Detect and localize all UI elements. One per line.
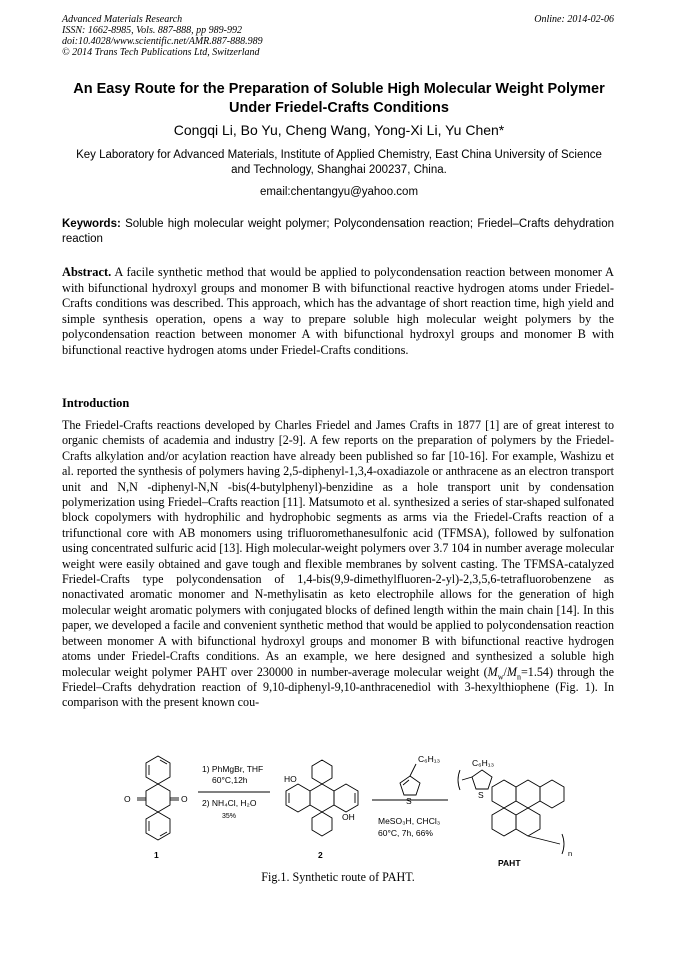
journal-name: Advanced Materials Research	[62, 14, 183, 25]
contact-email: email:chentangyu@yahoo.com	[259, 186, 419, 198]
hexylthiophene-structure	[400, 764, 420, 795]
atom-hydroxy-right: OH	[342, 812, 355, 822]
figure-caption: Fig.1. Synthetic route of PAHT.	[261, 870, 415, 884]
abstract-label: Abstract.	[62, 265, 112, 279]
polymer-sulfur: S	[478, 790, 484, 800]
step1-conditions: 60°C,12h	[212, 775, 248, 785]
keywords-text: Soluble high molecular weight polymer; Polycondensation reaction; Friedel–Crafts dehydration reaction	[62, 218, 614, 245]
introduction-paragraph	[62, 418, 614, 711]
journal-issn: ISSN: 1662-8985, Vols. 887-888, pp 989-992	[62, 25, 242, 36]
atom-oxygen-right: O	[181, 794, 188, 804]
mw-subscript: w	[497, 671, 504, 681]
polymer-substituent: C₆H₁₃	[472, 758, 495, 768]
intro-text-part2: =1.54) through the Friedel–Crafts dehydration reaction of 9,10-diphenyl-9,10-anthracenediol with 3-hexylthiophene (Fig. 1). In comparison with the present known cou-	[62, 664, 614, 710]
abstract-block	[62, 265, 614, 358]
abstract-text: A facile synthetic method that would be applied to polycondensation reaction between monomer A with bifunctional hydroxyl groups and monomer B with bifunctional reactive hydrogen atoms under Friedel-Crafts conditions was described. This approach, which has the advantage of short reaction time, high yield and simple synthesis operation, opens a way to prepare soluble high molecular weight polymers by the polycondensation reaction between monomer A with bifunctional hydroxyl groups and monomer B with bifunctional reactive hydrogen atoms under Friedel-Crafts conditions.	[62, 265, 614, 357]
anthraquinone-structure	[137, 756, 179, 840]
compound-label-2: 2	[318, 850, 323, 860]
keywords-label: Keywords:	[62, 218, 121, 230]
synthetic-route-scheme	[110, 752, 580, 870]
section-heading-introduction: Introduction	[62, 396, 130, 410]
journal-header	[62, 14, 614, 58]
intro-text-part1: The Friedel-Crafts reactions developed by Charles Friedel and James Crafts in 1877 [1] are of great interest to organic chemists of academia and industry [2-9]. A few reports on the preparation of polymers by the Friedel-Crafts alkylation and/or acylation reaction have already been published so far [10-16]. For example, Washizu et al. reported the synthesis of polymers having 2,5-diphenyl-1,3,4-oxadiazole or anthracene as an electron transport unit and N,N -diphenyl-N,N -bis(4-butylphenyl)-benzidine as a hole transport unit by condensation polymerization using Friedel–Crafts reaction [11]. Matsumoto et al. synthesized a series of star-shaped sulfonated block copolymers with hydrophilic and hydrophobic segments as arms via the Friedel-Crafts reaction of a trifunctional core with AB monomers using trifluoromethanesulfonic acid (TFMSA), followed by sulfonation using concentrated sulfuric acid [13]. High molecular-weight polymers over 3.7 104 in number average molecular weight were easily obtained and gave tough and flexible membranes by solvent casting. The TFMSA-catalyzed Friedel-Crafts type polycondensation of 1,4-bis(9,9-dimethylfluoren-2-yl)-2,3,5,6-tetrafluorobenzene as nonactivated aromatic monomer and N-methylisatin as keto electrophile allows for the generation of high molecular weight aromatic polymers with conjugated blocks of defined length within the main chain [14]. In this paper, we developed a facile and convenient synthetic method that would be applied to polycondensation reaction between monomer A with bifunctional hydroxyl groups and monomer B with bifunctional reactive hydrogen atoms under Friedel-Crafts conditions. As an example, we here designed and synthesized a soluble high molecular weight polymer PAHT over 230000 in number-average molecular weight (	[62, 418, 614, 679]
repeat-unit-n: n	[568, 849, 573, 858]
keywords-block	[62, 217, 614, 247]
step1-yield: 35%	[222, 813, 237, 820]
mn-symbol: M	[506, 664, 517, 679]
online-date: Online: 2014-02-06	[534, 14, 614, 25]
thiophene-substituent: C₆H₁₃	[418, 754, 441, 764]
journal-copyright: © 2014 Trans Tech Publications Ltd, Switzerland	[62, 47, 260, 58]
affiliation: Key Laboratory for Advanced Materials, Institute of Applied Chemistry, East China University of Science and Technology, Shanghai 200237, China.	[76, 149, 602, 176]
step2-conditions: 60°C, 7h, 66%	[378, 828, 433, 838]
step1-workup: 2) NH₄Cl, H₂O	[202, 798, 257, 808]
atom-hydroxy-left: HO	[284, 774, 297, 784]
paper-title: An Easy Route for the Preparation of Soluble High Molecular Weight Polymer Under Friedel-Crafts Conditions	[73, 81, 605, 116]
compound-label-1: 1	[154, 850, 159, 860]
journal-doi: doi:10.4028/www.scientific.net/AMR.887-888.989	[62, 36, 263, 47]
step2-reagents: MeSO₃H, CHCl₃	[378, 816, 441, 826]
thiophene-sulfur: S	[406, 796, 412, 806]
author-list: Congqi Li, Bo Yu, Cheng Wang, Yong-Xi Li, Yu Chen*	[173, 122, 505, 138]
mn-subscript: n	[516, 671, 521, 681]
diphenyl-anthracenediol-structure	[286, 760, 358, 836]
paht-polymer-structure	[458, 770, 564, 854]
atom-oxygen-left: O	[124, 794, 131, 804]
ratio-slash: /	[503, 664, 507, 679]
step1-reagent-line1: 1) PhMgBr, THF	[202, 764, 264, 774]
polymer-label: PAHT	[498, 858, 521, 868]
mw-symbol: M	[487, 664, 498, 679]
